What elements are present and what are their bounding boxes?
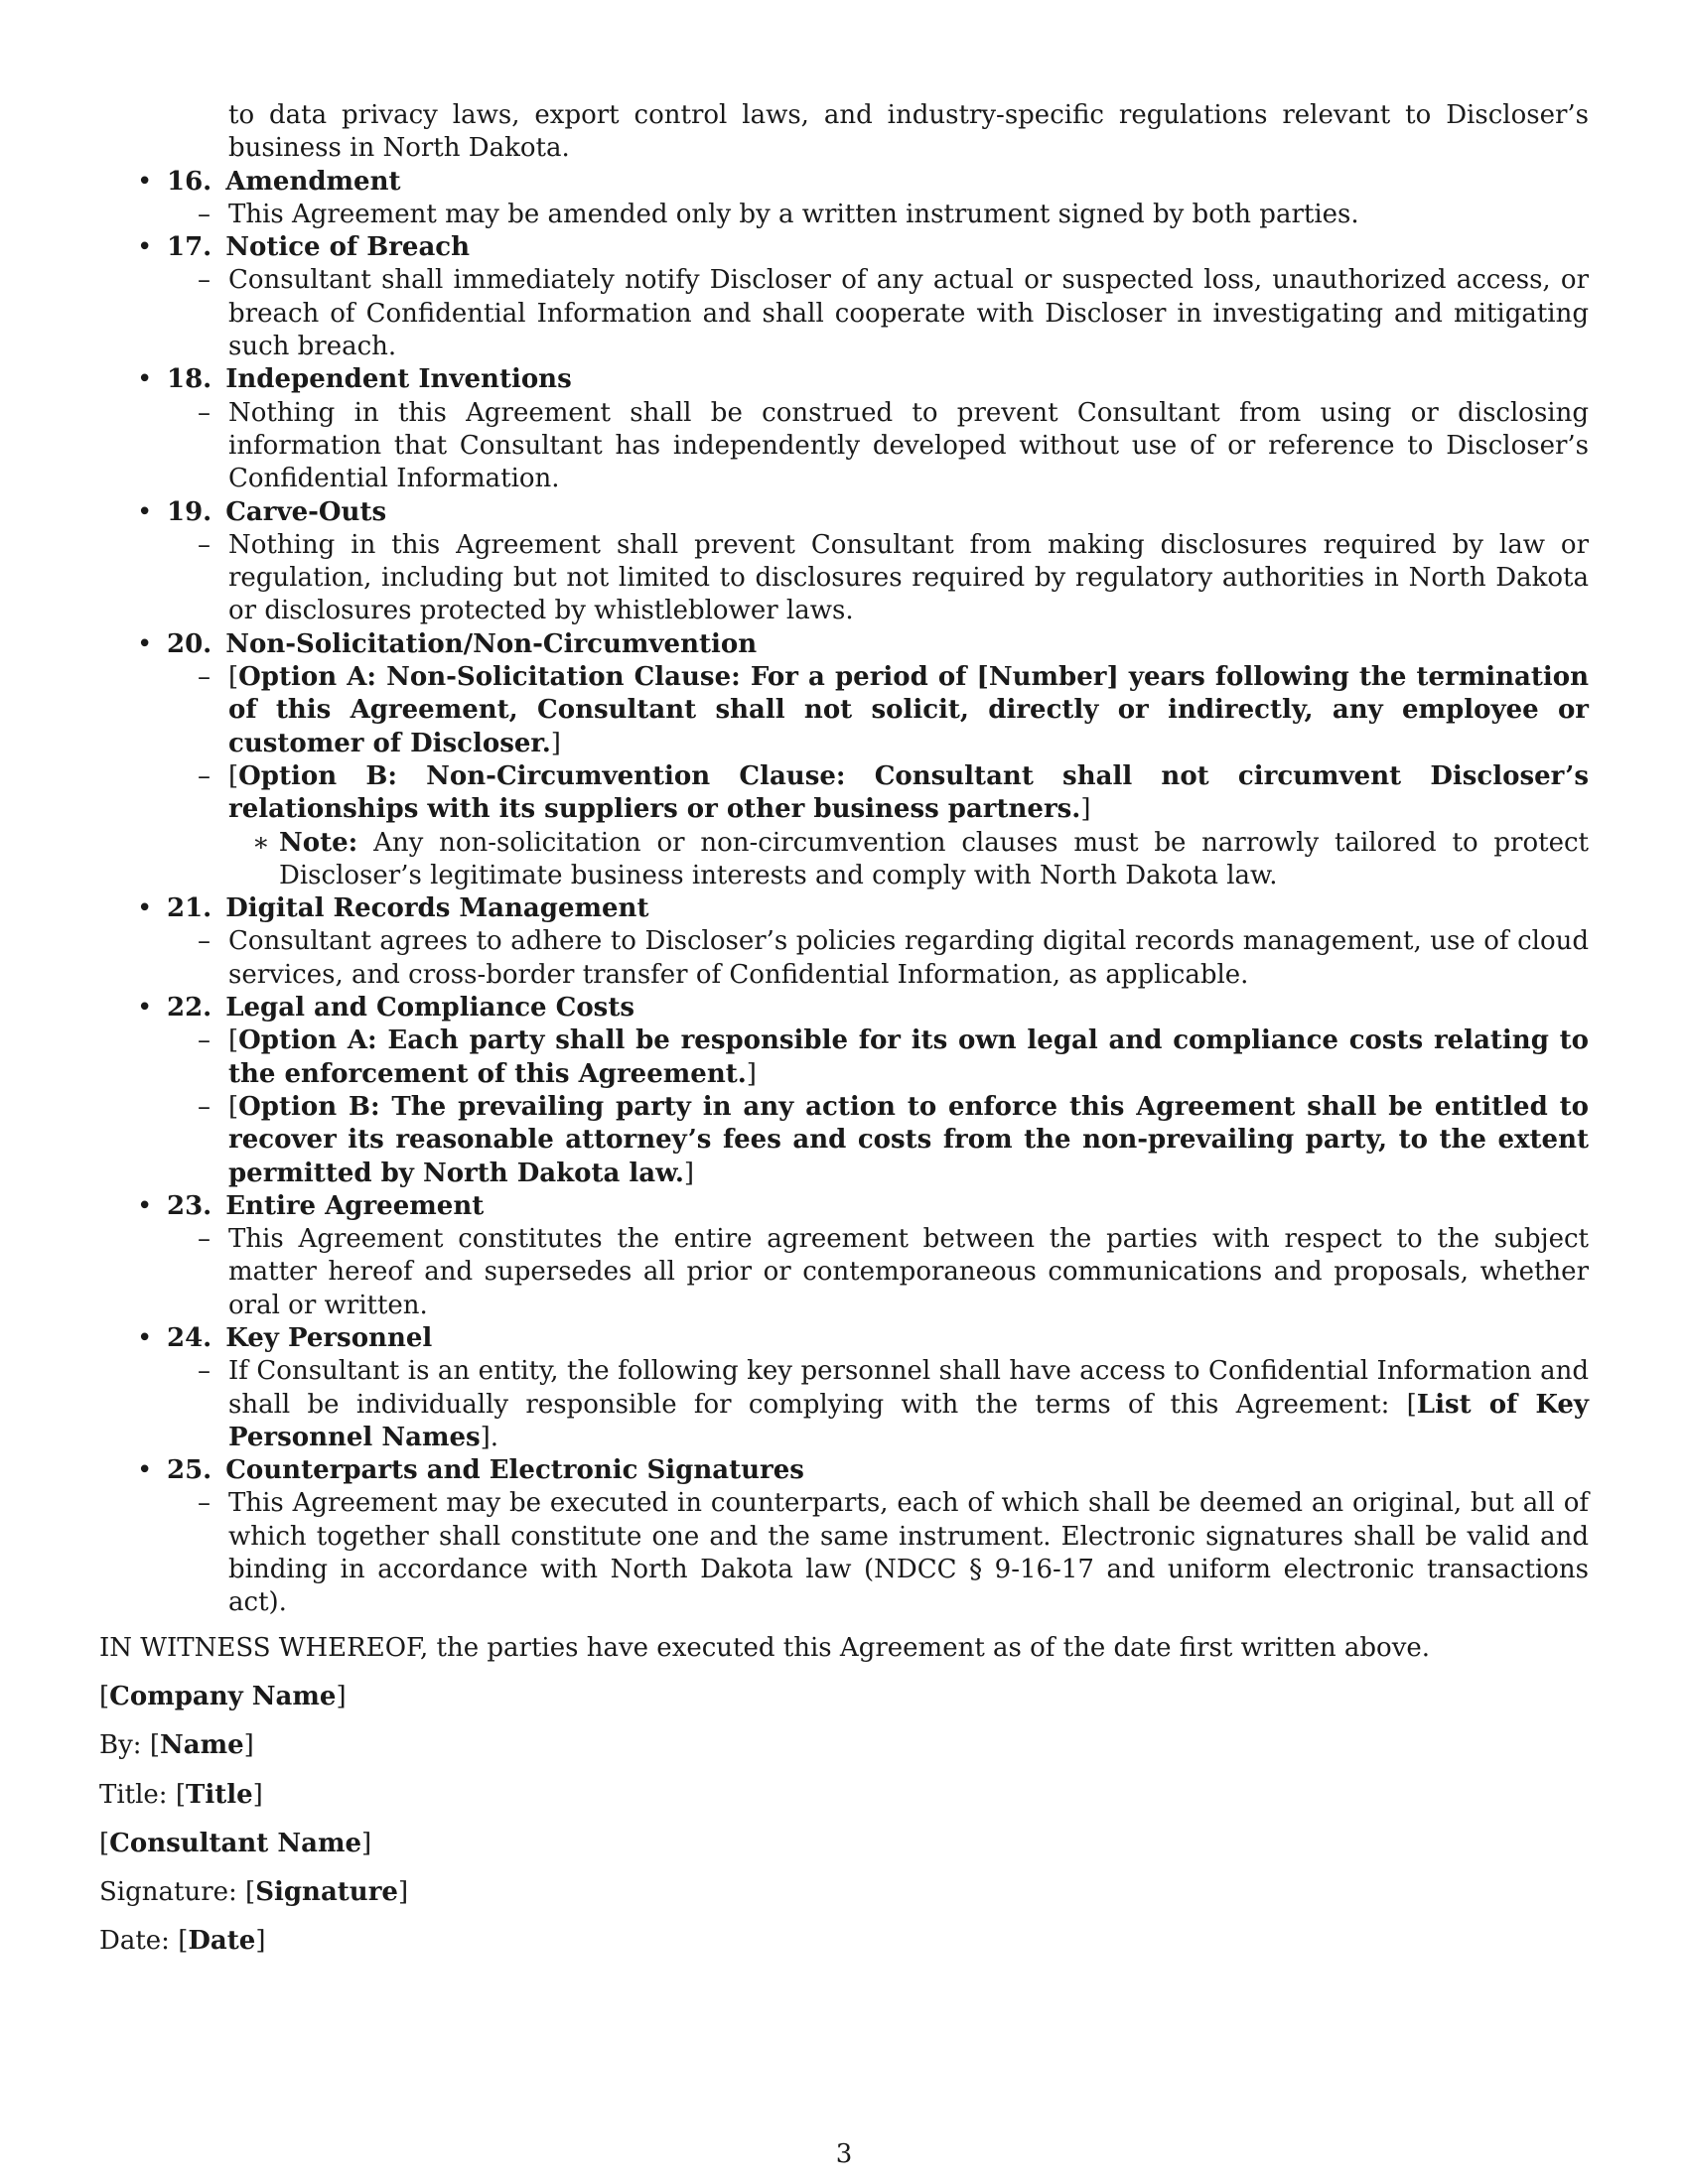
section-title: Digital Records Management [225, 893, 649, 924]
section-title: Non-Solicitation/Non-Circumvention [225, 628, 758, 659]
section-20-option-b: – [Option B: Non-Circumvention Clause: Consultant shall not circumvent Discloser’s relationships with its suppliers or other business partners.] ∗ Note: Any non-solicitation or non-circumvention clauses must be narrowly tailored to protect Discloser’s legitimate business interests and comply with North Dakota law. [167, 760, 1589, 892]
bullet-icon: • [137, 993, 153, 1024]
section-25-text: – This Agreement may be executed in counterparts, each of which shall be deemed an original, but all of which together shall constitute one and the same instrument. Electronic signatures shall be valid and binding in accordance with North Dakota law (NDCC § 9-16-17 and uniform electronic transactions act). [198, 1488, 1589, 1618]
section-16 [99, 166, 1589, 232]
bullet-icon: • [137, 893, 153, 924]
section-20-note: ∗ Note: Any non-solicitation or non-circumvention clauses must be narrowly tailored to protect Discloser’s legitimate business interests and comply with North Dakota law. [252, 827, 1589, 890]
title-placeholder: Title [186, 1779, 253, 1810]
witness-statement: IN WITNESS WHEREOF, the parties have executed this Agreement as of the date first written above. [99, 1632, 1431, 1663]
section-21-text: – Consultant agrees to adhere to Discloser’s policies regarding digital records management, use of cloud services, and cross-border transfer of Confidential Information, as applicable. [198, 926, 1589, 990]
dash-icon: – [198, 1025, 211, 1056]
section-title: Notice of Breach [225, 232, 471, 263]
title-line: Title: [Title] [99, 1779, 263, 1810]
section-list [99, 166, 1589, 1620]
section-20-option-a: – [Option A: Non-Solicitation Clause: For a period of [Number] years following the termination of this Agreement, Consultant shall not solicit, directly or indirectly, any employee or customer of Discloser.] [198, 662, 1589, 758]
section-17-text: – Consultant shall immediately notify Discloser of any actual or suspected loss, unauthorized access, or breach of Confidential Information and shall cooperate with Discloser in investigating and mitigating such breach. [198, 265, 1589, 362]
section-number: 25. [167, 1455, 212, 1486]
section-23 [99, 1190, 1589, 1322]
section-title: Legal and Compliance Costs [225, 993, 634, 1024]
company-name-placeholder: Company Name [109, 1681, 337, 1711]
page-number: 3 [835, 2139, 853, 2169]
date-line: Date: [Date] [99, 1926, 266, 1957]
bullet-icon: • [137, 1455, 153, 1486]
section-20 [99, 628, 1589, 892]
signature-line: Signature: [Signature] [99, 1877, 409, 1908]
signature-placeholder: Signature [255, 1877, 398, 1908]
dash-icon: – [198, 760, 211, 791]
section-title: Independent Inventions [225, 364, 572, 395]
dash-icon: – [198, 199, 211, 229]
dash-icon: – [198, 265, 211, 296]
section-24-text: – If Consultant is an entity, the following key personnel shall have access to Confidential Information and shall be individually responsible for complying with the terms of this Agreement: [List of Key Personnel Names]. [198, 1356, 1589, 1452]
section-title: Carve-Outs [225, 496, 387, 527]
dash-icon: – [198, 397, 211, 428]
section-number: 21. [167, 893, 212, 924]
by-line: By: [Name] [99, 1730, 254, 1761]
section-18 [99, 363, 1589, 495]
section-number: 17. [167, 232, 212, 263]
bullet-icon: • [137, 1190, 153, 1221]
section-16-text: – This Agreement may be amended only by a written instrument signed by both parties. [167, 199, 1589, 231]
dash-icon: – [198, 1488, 211, 1519]
bullet-icon: • [137, 166, 153, 197]
bullet-icon: • [137, 232, 153, 263]
section-number: 20. [167, 628, 212, 659]
section-title: Counterparts and Electronic Signatures [225, 1455, 804, 1486]
consultant-name-line: [Consultant Name] [99, 1828, 372, 1858]
dash-icon: – [198, 1224, 211, 1255]
section-22-option-a: – [Option A: Each party shall be responsible for its own legal and compliance costs relating to the enforcement of this Agreement.] [198, 1025, 1589, 1089]
section-25 [99, 1454, 1589, 1619]
dash-icon: – [198, 1091, 211, 1122]
date-placeholder: Date [188, 1926, 256, 1957]
section-title: Amendment [225, 166, 401, 197]
section-19 [99, 496, 1589, 628]
section-number: 16. [167, 166, 212, 197]
dash-icon: – [198, 662, 211, 693]
section-number: 18. [167, 364, 212, 395]
section-18-text: – Nothing in this Agreement shall be construed to prevent Consultant from using or disclosing information that Consultant has independently developed without use of or reference to Discloser’s Confidential Information. [198, 397, 1589, 494]
section-title: Key Personnel [225, 1322, 433, 1353]
section-22-option-b: – [Option B: The prevailing party in any action to enforce this Agreement shall be entitled to recover its reasonable attorney’s fees and costs from the non-prevailing party, to the extent permitted by North Dakota law.] [198, 1091, 1589, 1188]
document-body [99, 99, 1589, 1959]
section-22 [99, 992, 1589, 1190]
section-21 [99, 892, 1589, 992]
section-17 [99, 231, 1589, 363]
section-number: 23. [167, 1190, 212, 1221]
consultant-name-placeholder: Consultant Name [109, 1828, 361, 1858]
section-title: Entire Agreement [225, 1190, 485, 1221]
section-19-text: – Nothing in this Agreement shall prevent Consultant from making disclosures required by law or regulation, including but not limited to disclosures required by regulatory authorities in North Dakota or disclosures protected by whistleblower laws. [198, 529, 1589, 626]
section-23-text: – This Agreement constitutes the entire agreement between the parties with respect to the subject matter hereof and supersedes all prior or contemporaneous communications and proposals, whether oral or written. [198, 1224, 1589, 1320]
section-number: 24. [167, 1322, 212, 1353]
bullet-icon: • [137, 364, 153, 395]
section-15-continuation: to data privacy laws, export control laws, and industry-specific regulations relevant to Discloser’s business in North Dakota. [228, 100, 1589, 164]
asterisk-icon: ∗ [252, 827, 270, 858]
name-placeholder: Name [159, 1730, 244, 1761]
section-number: 19. [167, 496, 212, 527]
dash-icon: – [198, 926, 211, 957]
company-name-line: [Company Name] [99, 1681, 347, 1711]
dash-icon: – [198, 529, 211, 560]
section-24 [99, 1322, 1589, 1454]
bullet-icon: • [137, 628, 153, 659]
bullet-icon: • [137, 1322, 153, 1353]
dash-icon: – [198, 1356, 211, 1387]
bullet-icon: • [137, 496, 153, 527]
key-personnel-placeholder: List of Key Personnel Names [228, 1389, 1589, 1452]
section-number: 22. [167, 993, 212, 1024]
